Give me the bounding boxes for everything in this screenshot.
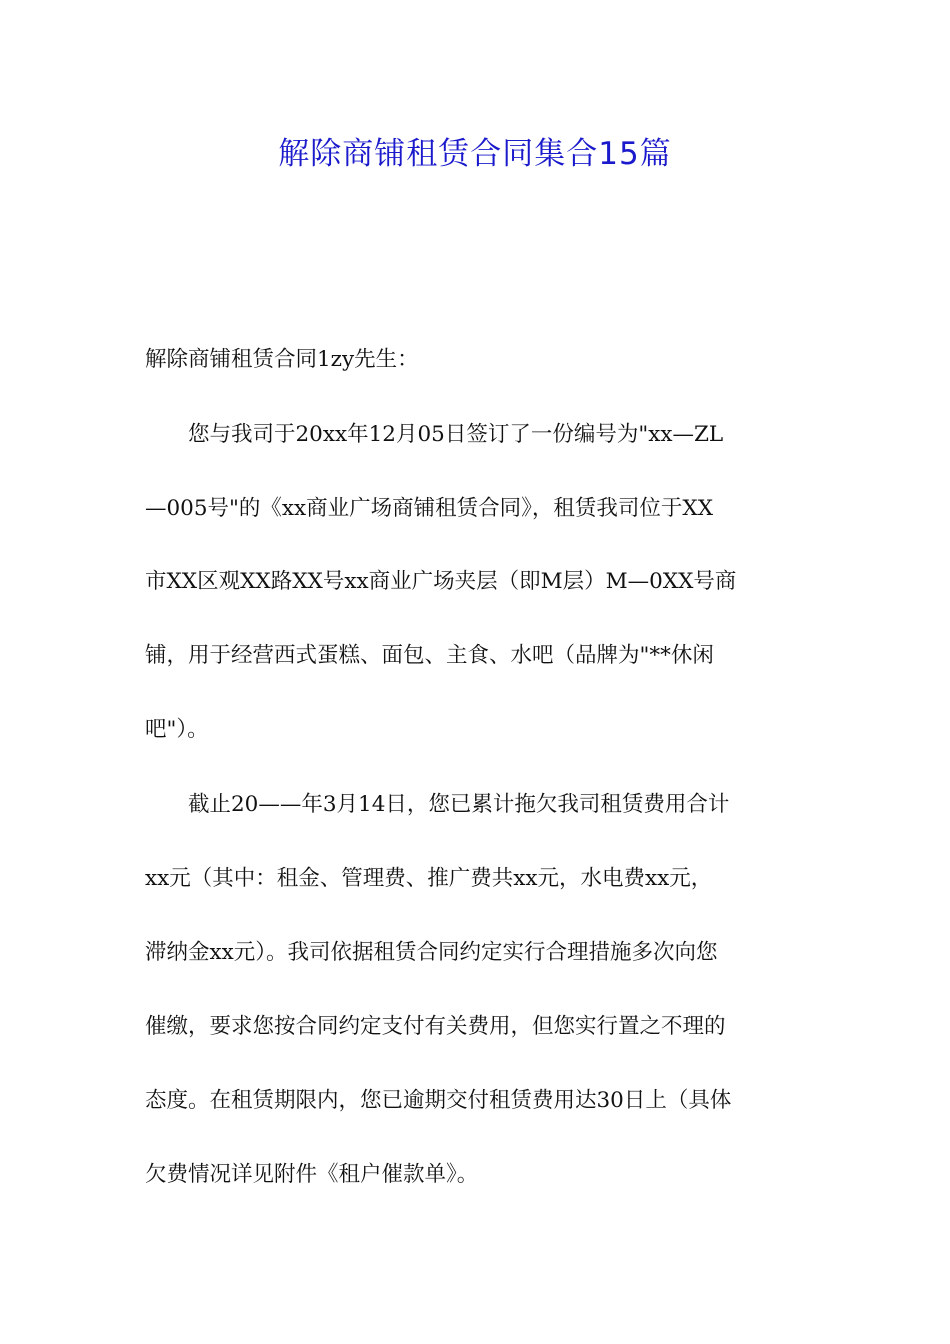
salutation-line: 解除商铺租赁合同1zy先生： (145, 347, 419, 372)
paragraph-2-line-5: 态度。在租赁期限内，您已逾期交付租赁费用达30日上（具体 (145, 1088, 732, 1113)
paragraph-2-line-1: 截止20——年3月14日，您已累计拖欠我司租赁费用合计 (145, 792, 730, 817)
paragraph-1-line-4: 铺，用于经营西式蛋糕、面包、主食、水吧（品牌为"**休闲 (145, 643, 714, 668)
paragraph-1-line-2: —005号"的《xx商业广场商铺租赁合同》，租赁我司位于XX (145, 496, 714, 521)
paragraph-2-line-3: 滞纳金xx元）。我司依据租赁合同约定实行合理措施多次向您 (145, 940, 718, 965)
paragraph-2-line-6: 欠费情况详见附件《租户催款单》。 (145, 1162, 479, 1187)
paragraph-1-line-3: 市XX区观XX路XX号xx商业广场夹层（即M层）M—0XX号商 (145, 569, 737, 594)
paragraph-2-line-4: 催缴，要求您按合同约定支付有关费用，但您实行置之不理的 (145, 1014, 726, 1039)
paragraph-2-line-2: xx元（其中：租金、管理费、推广费共xx元，水电费xx元， (145, 866, 713, 891)
document-title: 解除商铺租赁合同集合15篇 (278, 136, 672, 172)
paragraph-1-line-5: 吧"）。 (145, 717, 209, 742)
paragraph-1-line-1: 您与我司于20xx年12月05日签订了一份编号为"xx—ZL (145, 422, 724, 447)
